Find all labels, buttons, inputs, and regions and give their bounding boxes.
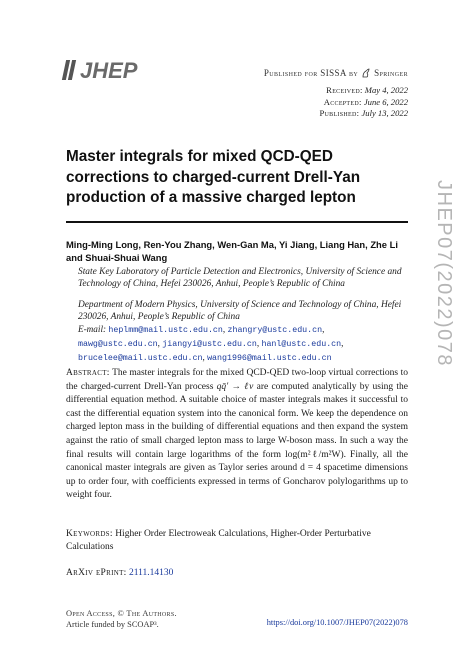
date-accepted: Accepted: June 6, 2022 (323, 96, 408, 107)
email-block: E-mail: heplmm@mail.ustc.edu.cn, zhangry@ustc.edu.cn, mawg@ustc.edu.cn, jiangyi@ustc.edu.cn, hanl@ustc.edu.cn, brucelee@mail.ustc.edu.cn, wang1996@mail.ustc.edu.cn (78, 324, 344, 363)
side-journal-reference (431, 180, 461, 500)
arxiv-eprint (66, 567, 408, 580)
abstract-process: qq̄′ → ℓν (216, 381, 254, 392)
publisher-name: Springer (374, 68, 408, 78)
affiliation-1: State Key Laboratory of Particle Detection and Electronics, University of Science and Technology of China, Hefei 230026, Anhui, People’s Republic of China (78, 267, 402, 289)
author-list: Ming-Ming Long, Ren-You Zhang, Wen-Gan Ma, Yi Jiang, Liang Han, Zhe Li and Shuai-Shuai Wang (66, 239, 398, 263)
abstract-text-part1: The master integrals for the mixed QCD-QED two-loop virtual corrections to the charged-current Drell-Yan process (66, 368, 408, 392)
publication-dates (238, 85, 408, 120)
published-by (264, 68, 408, 78)
email-link[interactable]: heplmm@mail.ustc.edu.cn (108, 326, 223, 335)
side-reference-text: JHEP07(2022)078 (433, 180, 455, 368)
date-received: Received: May 4, 2022 (326, 85, 408, 95)
paper-title: Master integrals for mixed QCD-QED corrections to charged-current Drell-Yan production of a massive charged lepton (66, 148, 361, 206)
email-link[interactable]: hanl@ustc.edu.cn (261, 340, 342, 349)
footer-license (66, 608, 266, 630)
jhep-logo (64, 58, 138, 83)
springer-horse-icon (361, 68, 371, 78)
published-by-label: Published for SISSA by (263, 68, 359, 78)
funding-text: Article funded by SCOAP³. (66, 620, 159, 629)
email-link[interactable]: mawg@ustc.edu.cn (78, 340, 158, 349)
doi-link[interactable]: https://doi.org/10.1007/JHEP07(2022)078 (266, 618, 408, 627)
arxiv-link[interactable]: 2111.14130 (128, 568, 174, 578)
email-link[interactable]: zhangry@ustc.edu.cn (227, 326, 323, 335)
email-link[interactable]: brucelee@mail.ustc.edu.cn (78, 354, 203, 363)
open-access-text: Open Access, © The Authors. (66, 609, 177, 618)
logo-text: JHEP (80, 58, 138, 83)
affiliation-2: Department of Modern Physics, University of Science and Technology of China, Hefei 230026, Anhui, People’s Republic of China (78, 300, 402, 322)
email-link[interactable]: wang1996@mail.ustc.edu.cn (207, 354, 332, 363)
logo-bars-icon (64, 60, 78, 80)
arxiv-label: ArXiv ePrint: (66, 568, 127, 578)
email-link[interactable]: jiangyi@ustc.edu.cn (162, 340, 257, 349)
keywords (66, 528, 408, 554)
abstract-label: Abstract: (66, 368, 110, 378)
abstract (66, 367, 408, 503)
date-published: Published: July 13, 2022 (319, 108, 408, 118)
abstract-text-part2: are computed analytically by using the differential equation method. A suitable choice of master integrals makes it successful to cast the differential equation system into the canonical form. We keep the dependence on charged lepton mass in the building of differential equations and then expand the system against the ratio of small charged lepton mass to large W-boson mass. In such a way the final results will contain large logarithms of the form log(m²ℓ/m²W). Finally, all the canonical master integrals are given as Taylor series around d = 4 spacetime dimensions up to order four, with coefficients expressed in terms of Goncharov polylogarithms up to weight four. (66, 381, 408, 501)
email-label: E-mail: (78, 324, 107, 334)
keywords-text: Higher Order Electroweak Calculations, Higher-Order Perturbative Calculations (66, 529, 371, 552)
keywords-label: Keywords: (66, 529, 113, 539)
title-divider (66, 221, 408, 223)
